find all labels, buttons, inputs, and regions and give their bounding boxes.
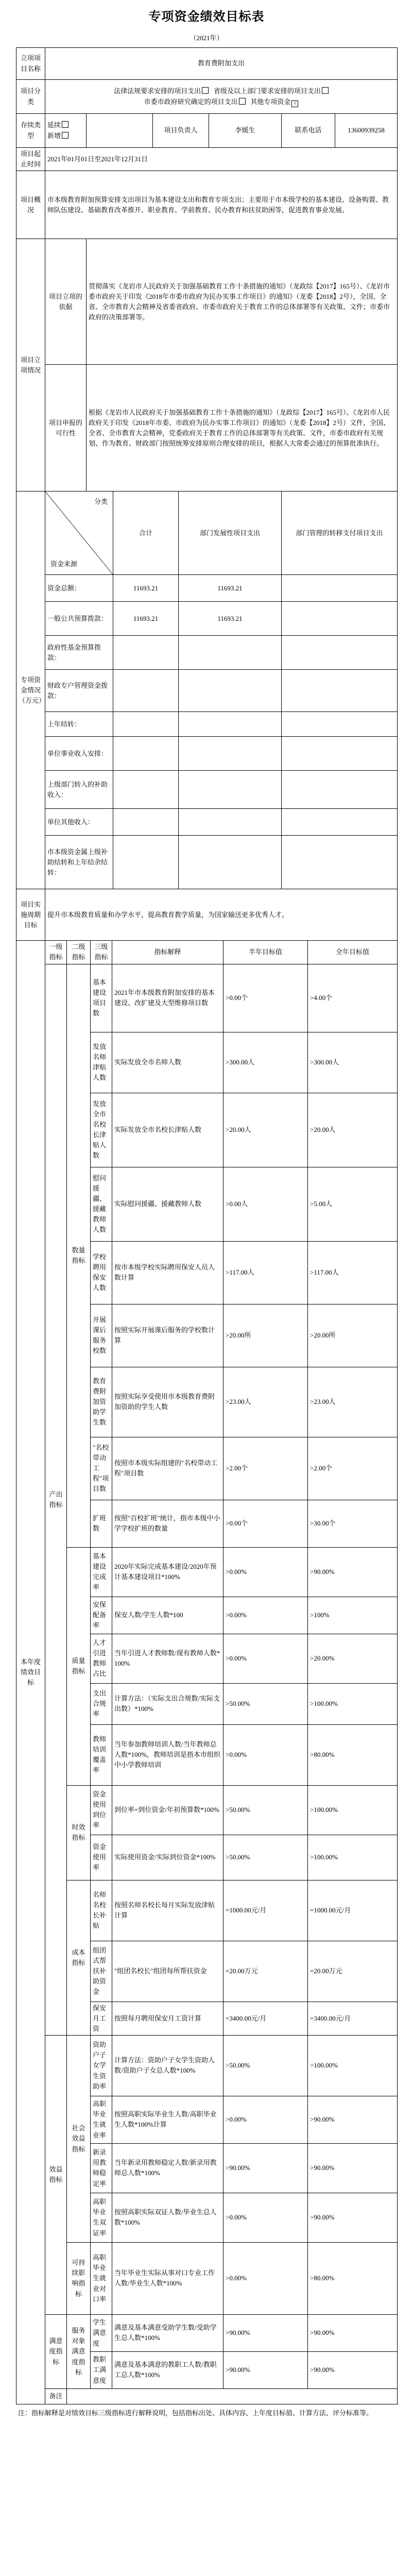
indicator-name: 资金使用到位率 xyxy=(91,1785,112,1835)
diagonal-bottom-label: 资金来源 xyxy=(50,560,78,568)
project-info-table xyxy=(16,47,398,941)
funds-col-total: 合计 xyxy=(113,492,179,575)
project-period-value: 2021年01月01日至2021年12月31日 xyxy=(45,148,398,171)
funds-col-dev: 部门发展性项目支出 xyxy=(179,492,282,575)
funds-row-total: 11693.21 xyxy=(113,575,179,602)
indicator-full: >80.00% xyxy=(308,2242,398,2314)
remark-label: 备注 xyxy=(45,2388,67,2404)
indicator-desc: 当年新录用教师稳定人数/新录用教师总人数*100% xyxy=(112,2143,223,2193)
funds-section-label: 专项资金情况（万元） xyxy=(16,492,45,889)
indicator-name: 基本建设项目数 xyxy=(91,964,112,1032)
indicator-desc: 计算方法：资助户子女学生资助人数/资助户子女总人数*100% xyxy=(112,2035,223,2096)
indicator-half: >50.00% xyxy=(223,1785,308,1835)
indicator-desc: 按照高职实际双证人数/毕业生总人数*100% xyxy=(112,2193,223,2242)
header-explanation: 指标解释 xyxy=(112,941,223,964)
indicator-desc: 当年引进人才教师数/现有教师人数*100% xyxy=(112,1634,223,1683)
funds-row-total xyxy=(113,670,179,712)
category-option-city: 市委市政府研究确定的项目支出 xyxy=(144,97,238,106)
indicator-full: =1000.00元/月 xyxy=(308,1880,398,1941)
funds-row-dev xyxy=(179,636,282,670)
indicator-desc: 按照"百校扩班"统计，指市本级中小学学校扩班的数量 xyxy=(112,1500,223,1547)
indicator-name: 高职毕业生就业对口率 xyxy=(91,2242,112,2314)
funds-row-dev xyxy=(179,737,282,771)
indicator-name: 教职工满意度 xyxy=(91,2351,112,2388)
indicator-full: >90.00% xyxy=(308,2314,398,2351)
funds-row-total xyxy=(113,771,179,809)
type-option-new: 新增 xyxy=(47,131,61,140)
goal-label: 项目实施周期目标 xyxy=(16,889,45,941)
funds-row-dev xyxy=(179,670,282,712)
header-level3: 三级指标 xyxy=(91,941,112,964)
funds-header-diagonal xyxy=(45,492,113,575)
funds-row-label: 市本级资金属上级补助结转和上年结余结转： xyxy=(45,836,113,889)
funds-row-label: 单位其他收入： xyxy=(45,809,113,836)
indicator-half: >2.00个 xyxy=(223,1437,308,1500)
indicator-name: 扩班数 xyxy=(91,1500,112,1547)
funds-row-total xyxy=(113,836,179,889)
indicator-half: >90.00% xyxy=(223,2143,308,2193)
checkbox-unchecked xyxy=(62,132,68,139)
level2-social: 社会效益指标 xyxy=(67,2035,91,2242)
indicator-name: "名校带动工程"项目数 xyxy=(91,1437,112,1500)
funds-row-label: 政府性基金预算拨款： xyxy=(45,636,113,670)
funds-row-dev xyxy=(179,836,282,889)
project-name-value: 教育费附加支出 xyxy=(45,48,398,80)
indicator-half: >0.00个 xyxy=(223,1500,308,1547)
indicator-full: >5.00人 xyxy=(308,1167,398,1241)
indicator-name: 人才引进教师占比 xyxy=(91,1634,112,1683)
indicator-full: >90.00% xyxy=(308,2096,398,2143)
header-level2: 二级指标 xyxy=(67,941,91,964)
indicator-half: >90.00% xyxy=(223,2314,308,2351)
indicator-name: 慰问援疆、援藏教师人数 xyxy=(91,1167,112,1241)
indicator-full: >20.00所 xyxy=(308,1304,398,1367)
phone-label: 联系电话 xyxy=(282,114,335,148)
indicator-desc: 满意及基本满意的教职工人数/教职工总人数*100% xyxy=(112,2351,223,2388)
indicator-name: 新录用教师稳定率 xyxy=(91,2143,112,2193)
funds-row-label: 财政专户管理资金拨款： xyxy=(45,670,113,712)
indicator-desc: 当年毕业生实际从事对口专业工作人数/毕业生人数*100% xyxy=(112,2242,223,2314)
checkbox-unchecked xyxy=(62,121,68,128)
page-title: 专项资金绩效目标表 xyxy=(148,9,265,24)
funds-row-transfer xyxy=(282,636,398,670)
funds-row-dev: 11693.21 xyxy=(179,575,282,602)
funds-row-label: 上年结转： xyxy=(45,712,113,737)
indicator-desc: 按照实际开展课后服务的学校数计算 xyxy=(112,1304,223,1367)
indicator-name: 学校聘用保安人数 xyxy=(91,1241,112,1304)
indicator-desc: 按照市本级实际组建的"名校带动工程"项目数 xyxy=(112,1437,223,1500)
level2-service-satisfaction: 服务对象满意度指标 xyxy=(67,2314,91,2388)
category-option-law: 法律法规要求安排的项目支出 xyxy=(114,87,201,95)
feasibility-label: 项目申报的可行性 xyxy=(45,365,87,492)
project-category-label: 项目分类 xyxy=(16,80,45,114)
existence-type-label: 存续类型 xyxy=(16,114,45,148)
indicator-name: 保安月工资 xyxy=(91,2002,112,2035)
indicator-desc: 2020年实际完成基本建设/2020年预计基本建设项目*100% xyxy=(112,1547,223,1597)
category-option-provincial: 省级及以上部门要求安排的项目支出 xyxy=(213,87,321,95)
indicator-desc: 2021年市本级教育附加安排的基本建设、改扩建及大型维修项目数 xyxy=(112,964,223,1032)
indicator-desc: 保安人数/学生人数*100 xyxy=(112,1597,223,1634)
indicator-half: >90.00% xyxy=(223,2351,308,2388)
indicator-desc: 按市本级学校实际聘用保安人员人数计算 xyxy=(112,1241,223,1304)
indicator-half: >0.00个 xyxy=(223,964,308,1032)
basis-document-label: 项目立项的依据 xyxy=(45,239,87,365)
indicator-desc: 按照每月聘用保安月工资计算 xyxy=(112,2002,223,2035)
indicator-half: >0.00% xyxy=(223,1597,308,1634)
funds-row-total xyxy=(113,636,179,670)
funds-row-label: 一般公共预算拨款： xyxy=(45,602,113,636)
funds-row-transfer xyxy=(282,575,398,602)
checkbox-unchecked xyxy=(239,98,246,105)
indicator-full: >23.00人 xyxy=(308,1367,398,1437)
project-leader-value: 李媛生 xyxy=(209,114,282,148)
year-label: （2021年） xyxy=(190,34,223,42)
indicator-full: >100.00% xyxy=(308,1835,398,1880)
indicator-full: >90.00% xyxy=(308,2193,398,2242)
indicator-half: >23.00人 xyxy=(223,1367,308,1437)
indicator-full: >30.00个 xyxy=(308,1500,398,1547)
funds-row-transfer xyxy=(282,602,398,636)
indicator-half: >117.00人 xyxy=(223,1241,308,1304)
indicator-name: 高职毕业生就业率 xyxy=(91,2096,112,2143)
indicator-full: =3400.00元/月 xyxy=(308,2002,398,2035)
indicator-half: >50.00% xyxy=(223,1683,308,1724)
level1-satisfaction: 满意度指标 xyxy=(45,2314,67,2388)
indicator-full: >100.00% xyxy=(308,1785,398,1835)
indicator-half: >0.00% xyxy=(223,1724,308,1785)
indicator-name: 基本建设完成率 xyxy=(91,1547,112,1597)
indicator-name: 高职毕业生双证率 xyxy=(91,2193,112,2242)
indicator-name: 支出合规率 xyxy=(91,1683,112,1724)
goal-value: 提升市本级教育质量和办学水平，提高教育教学质量，为国家输送更多优秀人才。 xyxy=(45,889,398,941)
funds-row-transfer xyxy=(282,771,398,809)
level2-quality: 质量指标 xyxy=(67,1547,91,1785)
indicator-full: =20.00万元 xyxy=(308,1941,398,2002)
funds-row-transfer xyxy=(282,836,398,889)
indicator-full: >117.00人 xyxy=(308,1241,398,1304)
indicator-half: >20.00所 xyxy=(223,1304,308,1367)
checkbox-unchecked xyxy=(322,87,329,94)
existence-type-blank xyxy=(87,114,153,148)
indicator-full: >2.00个 xyxy=(308,1437,398,1500)
indicator-full: >100% xyxy=(308,1597,398,1634)
indicator-half: >50.00% xyxy=(223,2035,308,2096)
performance-goal-sheet xyxy=(16,0,397,2420)
funds-row-transfer xyxy=(282,809,398,836)
indicator-desc: 实际发放全市名校长津贴人数 xyxy=(112,1093,223,1167)
funds-row-total xyxy=(113,809,179,836)
indicator-half: >20.00人 xyxy=(223,1093,308,1167)
indicator-half: >0.00% xyxy=(223,2242,308,2314)
indicator-desc: 计算方法：（实际支出合规数/实际支出数）*100% xyxy=(112,1683,223,1724)
project-period-label: 项目起止时间 xyxy=(16,148,45,171)
header-half-year: 半年目标值 xyxy=(223,941,308,964)
indicator-desc: 按照名师名校长每月实际发放津贴计算 xyxy=(112,1880,223,1941)
project-leader-label: 项目负责人 xyxy=(153,114,209,148)
feasibility-value: 根据《龙岩市人民政府关于加强基础教育工作十条措施的通知》（龙政综【2017】165号）、《龙岩市人民政府关于印发《2018年市委、市政府为民办实事工作项目》的通知》（龙委【2018】2号）文件，全国、全省、全市教育大会精神，党委政府关于教育工作的总体部署等有关政策、文件，市委市政府有关规划、作为教育、财政部门按照统筹安排原则合理安排的项目，根据人大常委会通过的预算批准执行。 xyxy=(87,365,398,492)
indicator-full: >300.00人 xyxy=(308,1032,398,1093)
indicator-desc: 按照实际享受使用市本级教育费附加资助的学生人数 xyxy=(112,1367,223,1437)
funds-row-total xyxy=(113,737,179,771)
indicator-name: 开展课后服务校数 xyxy=(91,1304,112,1367)
diagonal-top-label: 分类 xyxy=(94,498,108,506)
project-name-label: 立项项目名称 xyxy=(16,48,45,80)
indicator-half: >50.00% xyxy=(223,1835,308,1880)
basis-document-value: 贯彻落实《龙岩市人民政府关于加强基础教育工作十条措施的通知》（龙政综【2017】165号）、《龙岩市委市政府关于印发《2018年市委市政府为民办实事工作项目》的通知》（龙委【2018】2号），全国、全省、全市教育大会精神及省委省政府、市委市政府关于教育工作的总体部署等有关政策、文件；市委市政府的决策部署等。 xyxy=(87,239,398,365)
level1-effect: 效益指标 xyxy=(45,2035,67,2314)
indicator-desc: "组团名校长"组团每所帮扶资金 xyxy=(112,1941,223,2002)
indicator-desc: 当年参加教师培训人数/当年教师总人数*100%，教师培训是指本市组织中小学教师培训 xyxy=(112,1724,223,1785)
project-category-options xyxy=(45,80,398,114)
indicator-desc: 实际发放全市名师人数 xyxy=(112,1032,223,1093)
project-basis-label: 项目立项情况 xyxy=(16,239,45,492)
funds-row-total: 11693.21 xyxy=(113,602,179,636)
indicator-half: =1000.00元/月 xyxy=(223,1880,308,1941)
indicator-name: 资助户子女学生资助率 xyxy=(91,2035,112,2096)
indicator-half: >0.00% xyxy=(223,1634,308,1683)
indicator-half: >300.00人 xyxy=(223,1032,308,1093)
project-overview-label: 项目概况 xyxy=(16,171,45,239)
indicator-name: 教师培训覆盖率 xyxy=(91,1724,112,1785)
checkbox-checked: √ xyxy=(291,100,298,107)
indicator-name: 组团式帮扶补助资金 xyxy=(91,1941,112,2002)
indicator-desc: 满意及基本满意受助学生数/受助学生总人数*100% xyxy=(112,2314,223,2351)
indicator-full: >20.00人 xyxy=(308,1093,398,1167)
indicator-name: 资金使用率 xyxy=(91,1835,112,1880)
level2-cost: 成本指标 xyxy=(67,1880,91,2035)
indicator-table xyxy=(16,941,398,2404)
category-option-other: 其他专项资金 xyxy=(250,97,291,106)
funds-row-label: 单位事业收入安排： xyxy=(45,737,113,771)
checkbox-unchecked xyxy=(202,87,209,94)
indicator-full: >90.00% xyxy=(308,2351,398,2388)
indicator-half: =20.00万元 xyxy=(223,1941,308,2002)
indicator-section-label: 本年度绩效目标 xyxy=(16,941,45,2404)
header-full-year: 全年目标值 xyxy=(308,941,398,964)
indicator-full: >4.00个 xyxy=(308,964,398,1032)
funds-row-transfer xyxy=(282,670,398,712)
funds-row-label: 资金总额： xyxy=(45,575,113,602)
indicator-full: >90.00% xyxy=(308,2143,398,2193)
funds-row-dev xyxy=(179,809,282,836)
indicator-name: 发放全市名校长津贴人数 xyxy=(91,1093,112,1167)
indicator-full: >90.00% xyxy=(308,1547,398,1597)
indicator-full: >100.00% xyxy=(308,1683,398,1724)
indicator-half: >0.00% xyxy=(223,1547,308,1597)
funds-row-transfer xyxy=(282,737,398,771)
funds-row-label: 上级部门转入的补助收入： xyxy=(45,771,113,809)
indicator-half: >0.00% xyxy=(223,2193,308,2242)
footnote: 注：指标解释是对绩效目标三级指标进行解释说明，包括指标出处、具体内容、上年度目标值、计算方法、评分标准等。 xyxy=(18,2409,373,2417)
indicator-desc: 实际使用资金/实际到位资金*100% xyxy=(112,1835,223,1880)
indicator-full: >100.00% xyxy=(308,2035,398,2096)
existence-type-options xyxy=(45,114,87,148)
indicator-name: 发放名师津贴人数 xyxy=(91,1032,112,1093)
project-overview-value: 市本级教育附加预算安排支出项目为基本建设支出和教育专项支出；主要用于市本级学校的基本建设、设备购置、教师队伍建设、基础教育改革推开、职业教育、学前教育、民办教育和扶贫助困等，促进教育事业发展。 xyxy=(45,171,398,239)
indicator-name: 名师名校长补贴 xyxy=(91,1880,112,1941)
indicator-desc: 按照高职实际毕业生人数/高职毕业生人数*100%计算 xyxy=(112,2096,223,2143)
level2-quantity: 数量指标 xyxy=(67,964,91,1547)
funds-col-transfer: 部门管理的转移支付项目支出 xyxy=(282,492,398,575)
indicator-half: >0.00人 xyxy=(223,1167,308,1241)
level2-sustainable: 可持续影响指标 xyxy=(67,2242,91,2314)
funds-row-dev xyxy=(179,771,282,809)
remark-value xyxy=(67,2388,398,2404)
indicator-name: 教育费附加资助学生数 xyxy=(91,1367,112,1437)
funds-row-transfer xyxy=(282,712,398,737)
funds-row-total xyxy=(113,712,179,737)
type-option-continue: 延续 xyxy=(47,121,61,129)
funds-row-dev: 11693.21 xyxy=(179,602,282,636)
level1-output: 产出指标 xyxy=(45,964,67,2035)
indicator-desc: 到位率=到位资金/年初预算数*100% xyxy=(112,1785,223,1835)
indicator-half: >0.00% xyxy=(223,2096,308,2143)
header-level1: 一级指标 xyxy=(45,941,67,964)
phone-value: 13600939258 xyxy=(335,114,398,148)
indicator-name: 学生满意度 xyxy=(91,2314,112,2351)
indicator-name: 安保配备率 xyxy=(91,1597,112,1634)
indicator-full: >80.00% xyxy=(308,1724,398,1785)
level2-time: 时效指标 xyxy=(67,1785,91,1880)
indicator-full: >20.00% xyxy=(308,1634,398,1683)
funds-row-dev xyxy=(179,712,282,737)
indicator-half: =3400.00元/月 xyxy=(223,2002,308,2035)
indicator-desc: 实际慰问援疆、援藏教师人数 xyxy=(112,1167,223,1241)
